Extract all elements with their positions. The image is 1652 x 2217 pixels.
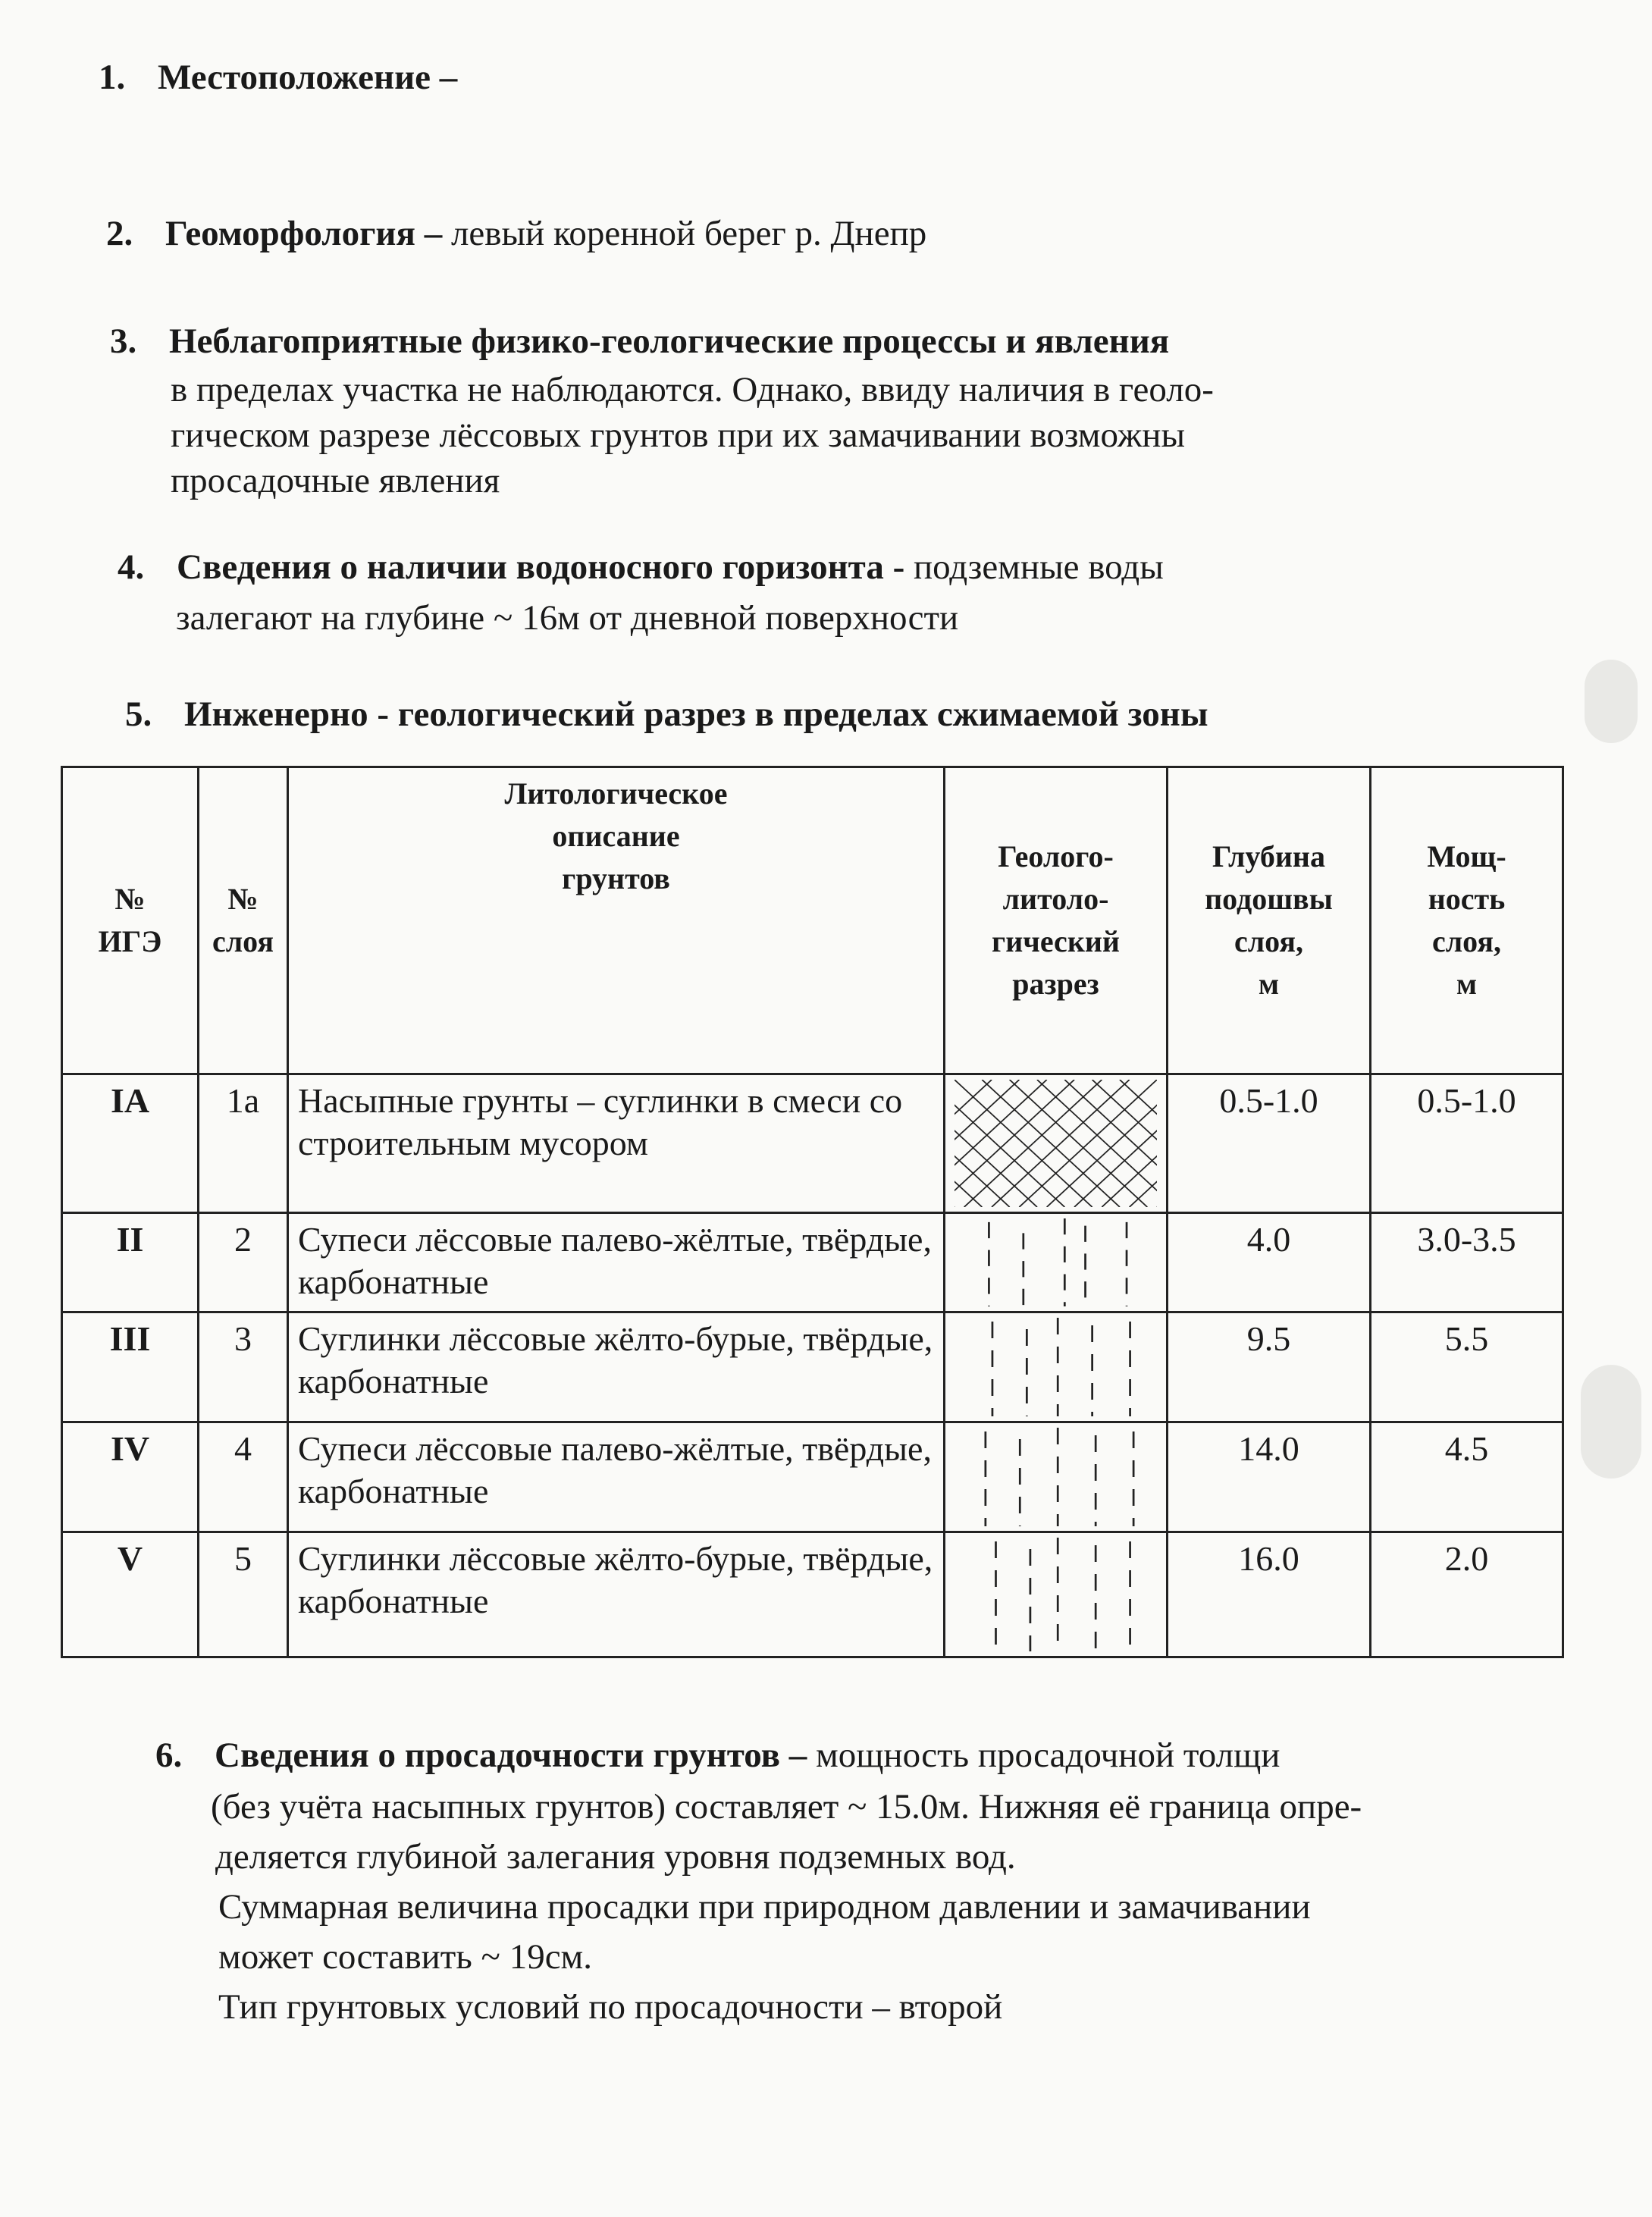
punch-hole [1581,1365,1641,1479]
cell-ige: IA [62,1074,199,1213]
text-line: Суммарная величина просадки при природном давлении и замачивании [218,1887,1311,1927]
section-title: Геоморфология – [165,214,443,253]
cell-thickness: 2.0 [1371,1532,1563,1657]
section-3 [110,318,1169,364]
section-5 [125,691,1208,737]
cell-layer: 3 [199,1312,288,1422]
section-number: 2. [106,214,133,253]
cell-thickness: 5.5 [1371,1312,1563,1422]
dashed-lines-pattern [955,1218,1157,1306]
section-text: мощность просадочной толщи [816,1736,1281,1775]
table-row [62,1074,1563,1213]
cell-description: Супеси лёссовые палево-жёлтые, твёрдые, карбонатные [288,1213,945,1312]
section-6-body [211,1782,1362,2032]
cell-ige: III [62,1312,199,1422]
section-number: 4. [118,547,145,587]
cell-ige: IV [62,1422,199,1532]
cell-ige: II [62,1213,199,1312]
text-line: просадочные явления [171,461,500,500]
dashed-lines-pattern [955,1538,1157,1651]
cell-description: Супеси лёссовые палево-жёлтые, твёрдые, карбонатные [288,1422,945,1532]
cell-layer: 1а [199,1074,288,1213]
section-number: 3. [110,321,137,361]
cell-depth: 0.5-1.0 [1168,1074,1371,1213]
cell-thickness: 3.0-3.5 [1371,1213,1563,1312]
section-title: Местоположение – [158,58,458,97]
cell-description: Суглинки лёссовые жёлто-бурые, твёрдые, карбонатные [288,1312,945,1422]
text-line: в пределах участка не наблюдаются. Однако, ввиду наличия в геоло- [171,370,1214,409]
section-title: Инженерно - геологический разрез в пределах сжимаемой зоны [184,695,1208,734]
text-line: Тип грунтовых условий по просадочности – второй [218,1987,1003,2027]
section-number: 6. [155,1736,183,1775]
section-title: Сведения о просадочности грунтов – [215,1736,807,1775]
cell-thickness: 4.5 [1371,1422,1563,1532]
section-3-body [171,367,1214,503]
section-4 [118,544,1164,590]
cell-description: Суглинки лёссовые жёлто-бурые, твёрдые, карбонатные [288,1532,945,1657]
cell-pattern-dashed [945,1312,1168,1422]
section-title: Сведения о наличии водоносного горизонта - [177,547,905,587]
section-1 [99,55,457,100]
table-header-row [62,767,1563,1074]
header-description: Литологическое описание грунтов [288,767,945,1074]
text-line: может составить ~ 19см. [218,1937,593,1977]
text-line: гическом разрезе лёссовых грунтов при их замачивании возможны [171,415,1186,455]
cell-depth: 4.0 [1168,1213,1371,1312]
cell-pattern-dashed [945,1422,1168,1532]
section-4-body [176,595,958,641]
table-row [62,1532,1563,1657]
header-layer: № слоя [199,767,288,1074]
cell-layer: 5 [199,1532,288,1657]
header-section: Геолого- литоло- гический разрез [945,767,1168,1074]
cell-ige: V [62,1532,199,1657]
cell-depth: 16.0 [1168,1532,1371,1657]
dashed-lines-pattern [955,1318,1157,1416]
cell-depth: 14.0 [1168,1422,1371,1532]
table-row [62,1312,1563,1422]
dashed-lines-pattern [955,1428,1157,1526]
text-line: деляется глубиной залегания уровня подземных вод. [215,1837,1016,1877]
section-title: Неблагоприятные физико-геологические процессы и явления [169,321,1170,361]
section-number: 5. [125,695,152,734]
cell-description: Насыпные грунты – суглинки в смеси со строительным мусором [288,1074,945,1213]
table-row [62,1422,1563,1532]
crosshatch-pattern [955,1080,1157,1207]
table-row [62,1213,1563,1312]
cell-pattern-dashed [945,1532,1168,1657]
section-number: 1. [99,58,126,97]
section-2 [106,211,926,256]
cell-layer: 4 [199,1422,288,1532]
header-ige: № ИГЭ [62,767,199,1074]
geology-table [61,766,1564,1658]
punch-hole [1585,660,1638,743]
section-text: подземные воды [913,547,1164,587]
cell-pattern-crosshatch [945,1074,1168,1213]
cell-layer: 2 [199,1213,288,1312]
section-6 [155,1733,1280,1778]
cell-pattern-dashed [945,1213,1168,1312]
header-thickness: Мощ- ность слоя, м [1371,767,1563,1074]
text-line: (без учёта насыпных грунтов) составляет ~ 15.0м. Нижняя её граница опре- [211,1787,1362,1827]
text-line: залегают на глубине ~ 16м от дневной поверхности [176,598,959,638]
section-text: левый коренной берег р. Днепр [450,214,927,253]
cell-depth: 9.5 [1168,1312,1371,1422]
cell-thickness: 0.5-1.0 [1371,1074,1563,1213]
header-depth: Глубина подошвы слоя, м [1168,767,1371,1074]
